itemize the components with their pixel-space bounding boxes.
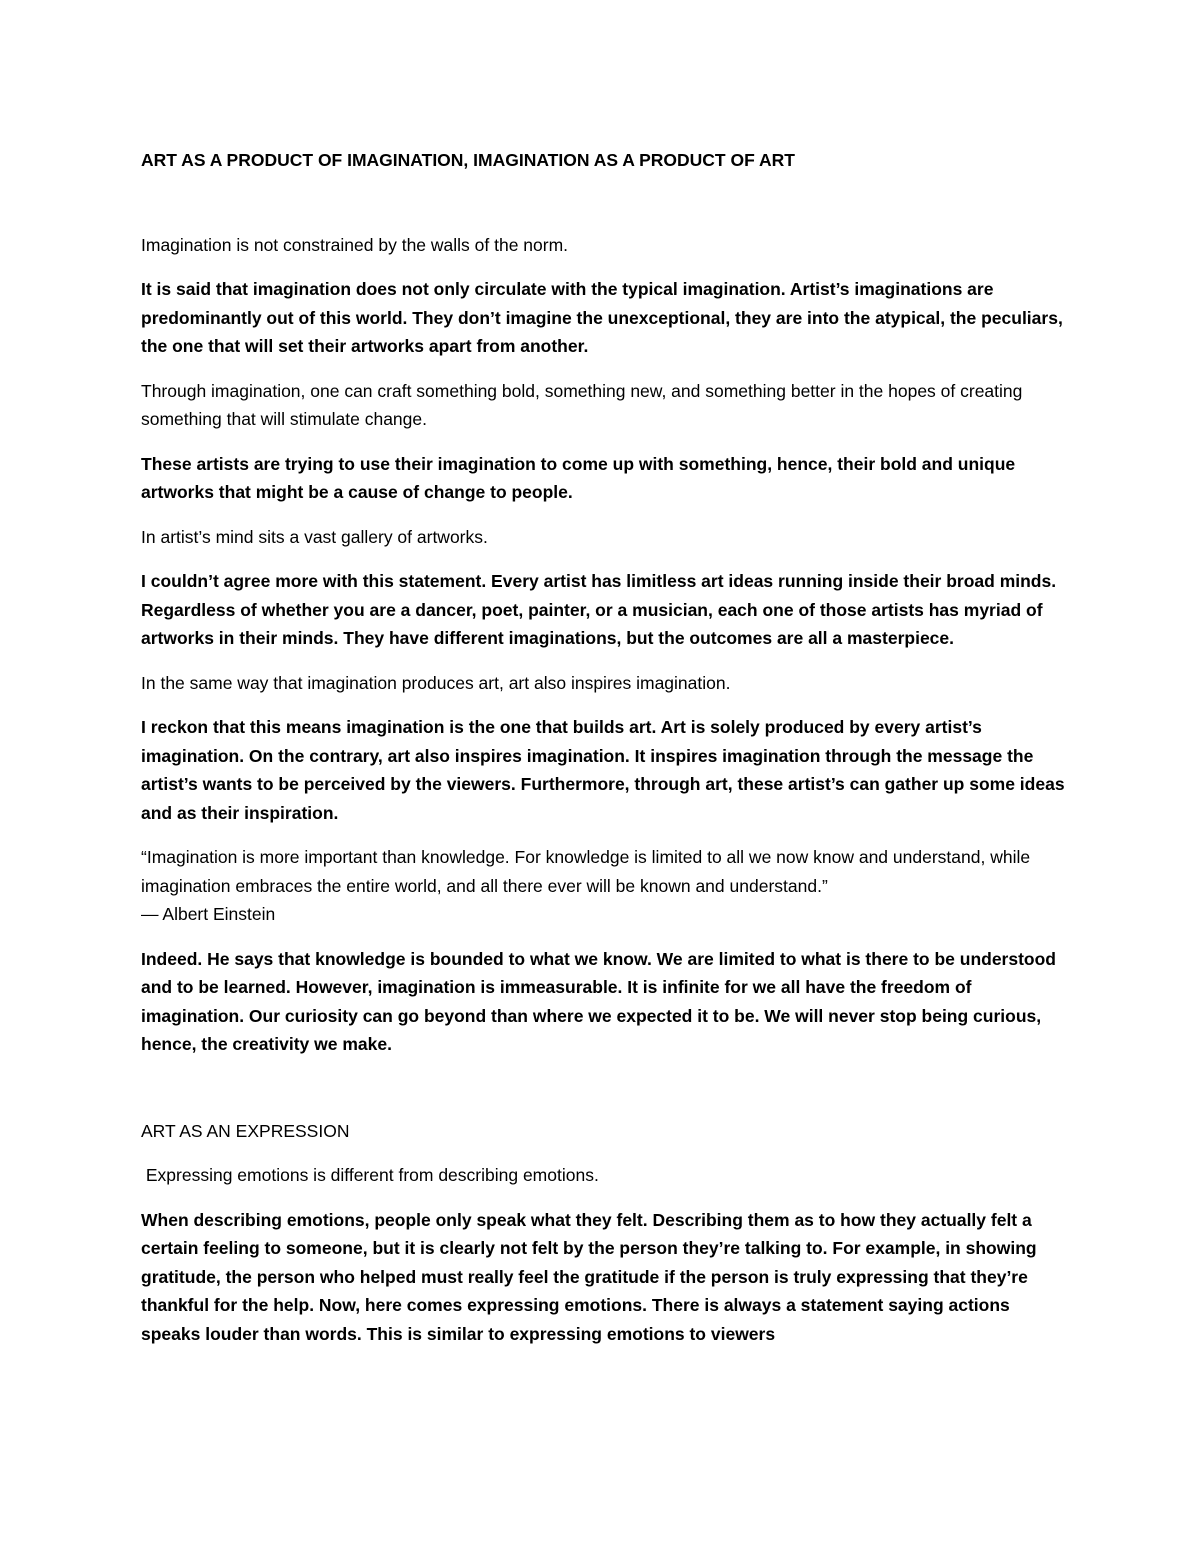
response-paragraph: These artists are trying to use their imagination to come up with something, hence, their bold and unique artworks that might be a cause of change to people.: [141, 453, 1016, 502]
response-paragraph: I reckon that this means imagination is the one that builds art. Art is solely produced by every artist’s imagination. On the contrary, art also inspires imagination. It inspires imagination through the message the artist’s wants to be perceived by the viewers. Furthermore, through art, these artist’s can gather up some ideas and as their inspiration.: [141, 717, 1065, 823]
section-title: ART AS A PRODUCT OF IMAGINATION, IMAGINATION AS A PRODUCT OF ART: [141, 150, 795, 170]
quote-block: [141, 843, 1066, 929]
quote-author: ― Albert Einstein: [141, 904, 276, 924]
prompt-paragraph: In the same way that imagination produces art, art also inspires imagination.: [141, 672, 731, 693]
section-title: ART AS AN EXPRESSION: [141, 1120, 350, 1141]
response-paragraph: When describing emotions, people only speak what they felt. Describing them as to how they actually felt a certain feeling to someone, but it is clearly not felt by the person they’re talking to. For example, in showing gratitude, the person who helped must really feel the gratitude if the person is truly expressing that they’re thankful for the help. Now, here comes expressing emotions. There is always a statement saying actions speaks louder than words. This is similar to expressing emotions to viewers: [141, 1209, 1037, 1344]
prompt-paragraph: Imagination is not constrained by the walls of the norm.: [141, 234, 569, 255]
prompt-paragraph: In artist’s mind sits a vast gallery of artworks.: [141, 526, 488, 547]
response-paragraph: It is said that imagination does not only circulate with the typical imagination. Artist’s imaginations are predominantly out of this world. They don’t imagine the unexceptional, they are into the atypical, the peculiars, the one that will set their artworks apart from another.: [141, 279, 1063, 356]
prompt-paragraph: Through imagination, one can craft something bold, something new, and something better in the hopes of creating something that will stimulate change.: [141, 380, 1023, 429]
response-paragraph: Indeed. He says that knowledge is bounded to what we know. We are limited to what is there to be understood and to be learned. However, imagination is immeasurable. It is infinite for we all have the freedom of imagination. Our curiosity can go beyond than where we expected it to be. We will never stop being curious, hence, the creativity we make.: [141, 948, 1056, 1054]
response-paragraph: I couldn’t agree more with this statement. Every artist has limitless art ideas running inside their broad minds. Regardless of whether you are a dancer, poet, painter, or a musician, each one of those artists has myriad of artworks in their minds. They have different imaginations, but the outcomes are all a masterpiece.: [141, 571, 1057, 648]
quote-text: “Imagination is more important than knowledge. For knowledge is limited to all we now know and understand, while imagination embraces the entire world, and all there ever will be known and understand.”: [141, 847, 1031, 896]
prompt-paragraph: Expressing emotions is different from describing emotions.: [141, 1165, 599, 1185]
document-body: [141, 146, 1066, 1348]
